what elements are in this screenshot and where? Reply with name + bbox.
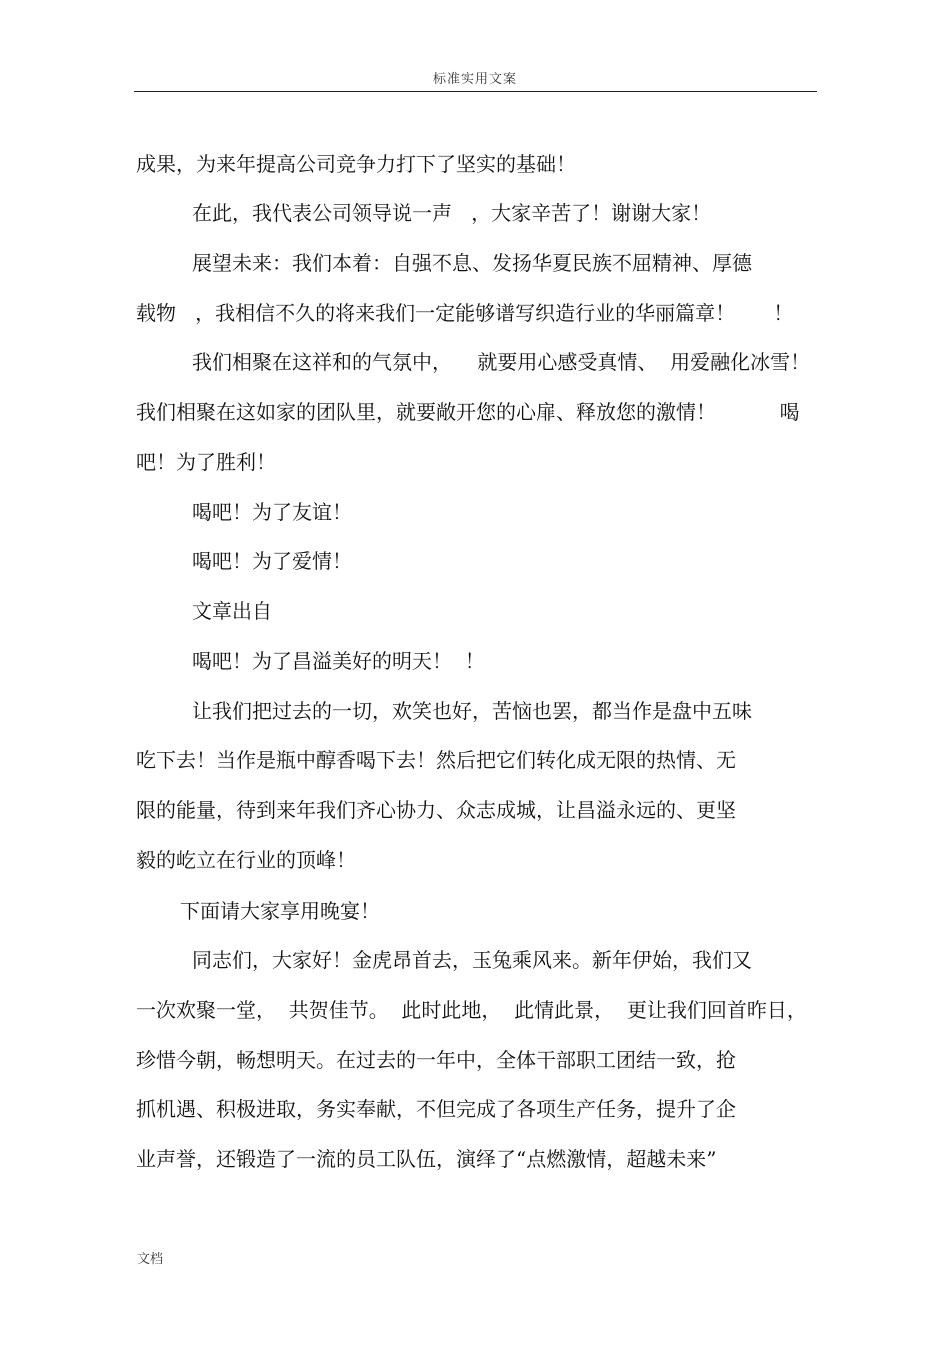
text-line: 吃下去！当作是瓶中醇香喝下去！然后把它们转化成无限的热情、无 <box>136 748 736 772</box>
text-line: 下面请大家享用晚宴！ <box>180 899 380 923</box>
text-line: 喝吧！为了爱情！ <box>192 549 352 573</box>
text-line: 抓机遇、积极进取，务实奉献，不但完成了各项生产任务，提升了企 <box>136 1097 736 1121</box>
text-line: 同志们，大家好！金虎昂首去，玉兔乘风来。新年伊始，我们又 <box>192 948 752 972</box>
text-line: 载物 ，我相信不久的将来我们一定能够谱写织造行业的华丽篇章！ ！ <box>136 301 794 325</box>
text-line: 吧！为了胜利！ <box>136 450 276 474</box>
text-line: 文章出自 <box>192 599 272 623</box>
text-line: 一次欢聚一堂， 共贺佳节。 此时此地， 此情此景， 更让我们回首昨日， <box>136 998 807 1022</box>
text-line: 喝吧！为了昌溢美好的明天！ ！ <box>192 649 485 673</box>
page-header-title: 标准实用文案 <box>432 72 517 87</box>
text-line: 让我们把过去的一切，欢笑也好，苦恼也罢，都当作是盘中五味 <box>192 699 752 723</box>
text-line: 我们相聚在这如家的团队里，就要敞开您的心扉、释放您的激情！ 喝 <box>136 400 800 424</box>
text-line: 限的能量，待到来年我们齐心协力、众志成城，让昌溢永远的、更坚 <box>136 798 736 822</box>
text-line: 喝吧！为了友谊！ <box>192 500 352 524</box>
text-line: 展望未来：我们本着：自强不息、发扬华夏民族不屈精神、厚德 <box>192 251 752 275</box>
text-line: 在此，我代表公司领导说一声 ，大家辛苦了！谢谢大家！ <box>192 201 712 225</box>
text-line: 毅的屹立在行业的顶峰！ <box>136 848 356 872</box>
text-line: 业声誉，还锻造了一流的员工队伍，演绎了“点燃激情，超越未来” <box>136 1147 717 1171</box>
page-footer-label: 文档 <box>137 1252 164 1267</box>
text-line: 成果，为来年提高公司竞争力打下了坚实的基础！ <box>136 152 576 176</box>
text-line: 珍惜今朝，畅想明天。在过去的一年中，全体干部职工团结一致，抢 <box>136 1048 736 1072</box>
text-line: 我们相聚在这祥和的气氛中， 就要用心感受真情、 用爱融化冰雪！ <box>192 350 811 374</box>
